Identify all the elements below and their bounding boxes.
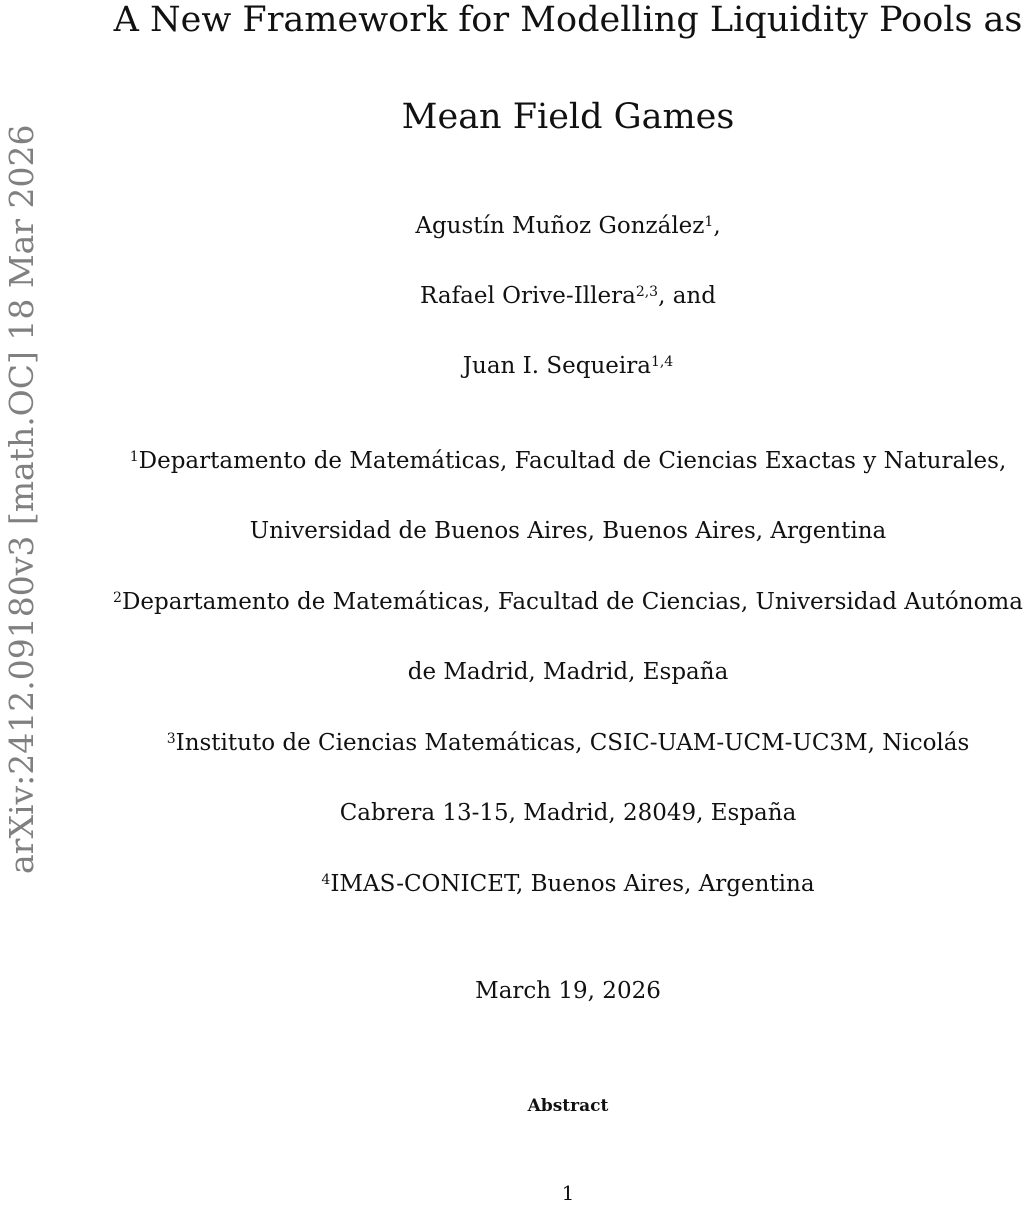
affiliation-4-line-1 (107, 869, 1029, 899)
affiliation-text: IMAS-CONICET, Buenos Aires, Argentina (330, 871, 815, 897)
author-sup: 1 (704, 214, 714, 230)
arxiv-sidebar-stamp: arXiv:2412.09180v3 [math.OC] 18 Mar 2026 (2, 124, 41, 874)
affiliation-3-line-2: Cabrera 13-15, Madrid, 28049, España (339, 800, 797, 826)
page-number: 1 (561, 1181, 575, 1205)
title-line-1: A New Framework for Modelling Liquidity Pools as (113, 0, 1023, 40)
affiliation-1-line-2: Universidad de Buenos Aires, Buenos Aires, Argentina (249, 518, 887, 544)
author-suffix: , (713, 213, 721, 239)
author-name: Rafael Orive-Illera (420, 283, 636, 309)
affiliation-1-line-1 (107, 446, 1029, 476)
affiliation-sup: 3 (166, 731, 176, 747)
affiliation-sup: 1 (129, 449, 139, 465)
affiliation-sup: 2 (113, 590, 122, 606)
abstract-heading: Abstract (527, 1096, 609, 1116)
author-name: Agustín Muñoz González (415, 213, 705, 239)
author-name: Juan I. Sequeira (462, 353, 651, 379)
affiliation-text: Departamento de Matemáticas, Facultad de Ciencias, Universidad Autónoma (121, 589, 1023, 615)
author-1 (107, 211, 1029, 241)
author-2 (107, 281, 1029, 311)
affiliation-text: Departamento de Matemáticas, Facultad de Ciencias Exactas y Naturales, (138, 448, 1007, 474)
date: March 19, 2026 (475, 978, 661, 1004)
affiliation-3-line-1 (107, 728, 1029, 758)
affiliation-sup: 4 (321, 872, 331, 888)
title-line-2: Mean Field Games (401, 97, 735, 137)
affiliation-2-line-1 (107, 587, 1029, 617)
author-sup: 2,3 (635, 284, 659, 300)
author-suffix: , and (658, 283, 716, 309)
affiliation-text: Instituto de Ciencias Matemáticas, CSIC-UAM-UCM-UC3M, Nicolás (175, 730, 970, 756)
author-sup: 1,4 (650, 354, 674, 370)
affiliation-2-line-2: de Madrid, Madrid, España (407, 659, 729, 685)
author-3 (107, 351, 1029, 381)
